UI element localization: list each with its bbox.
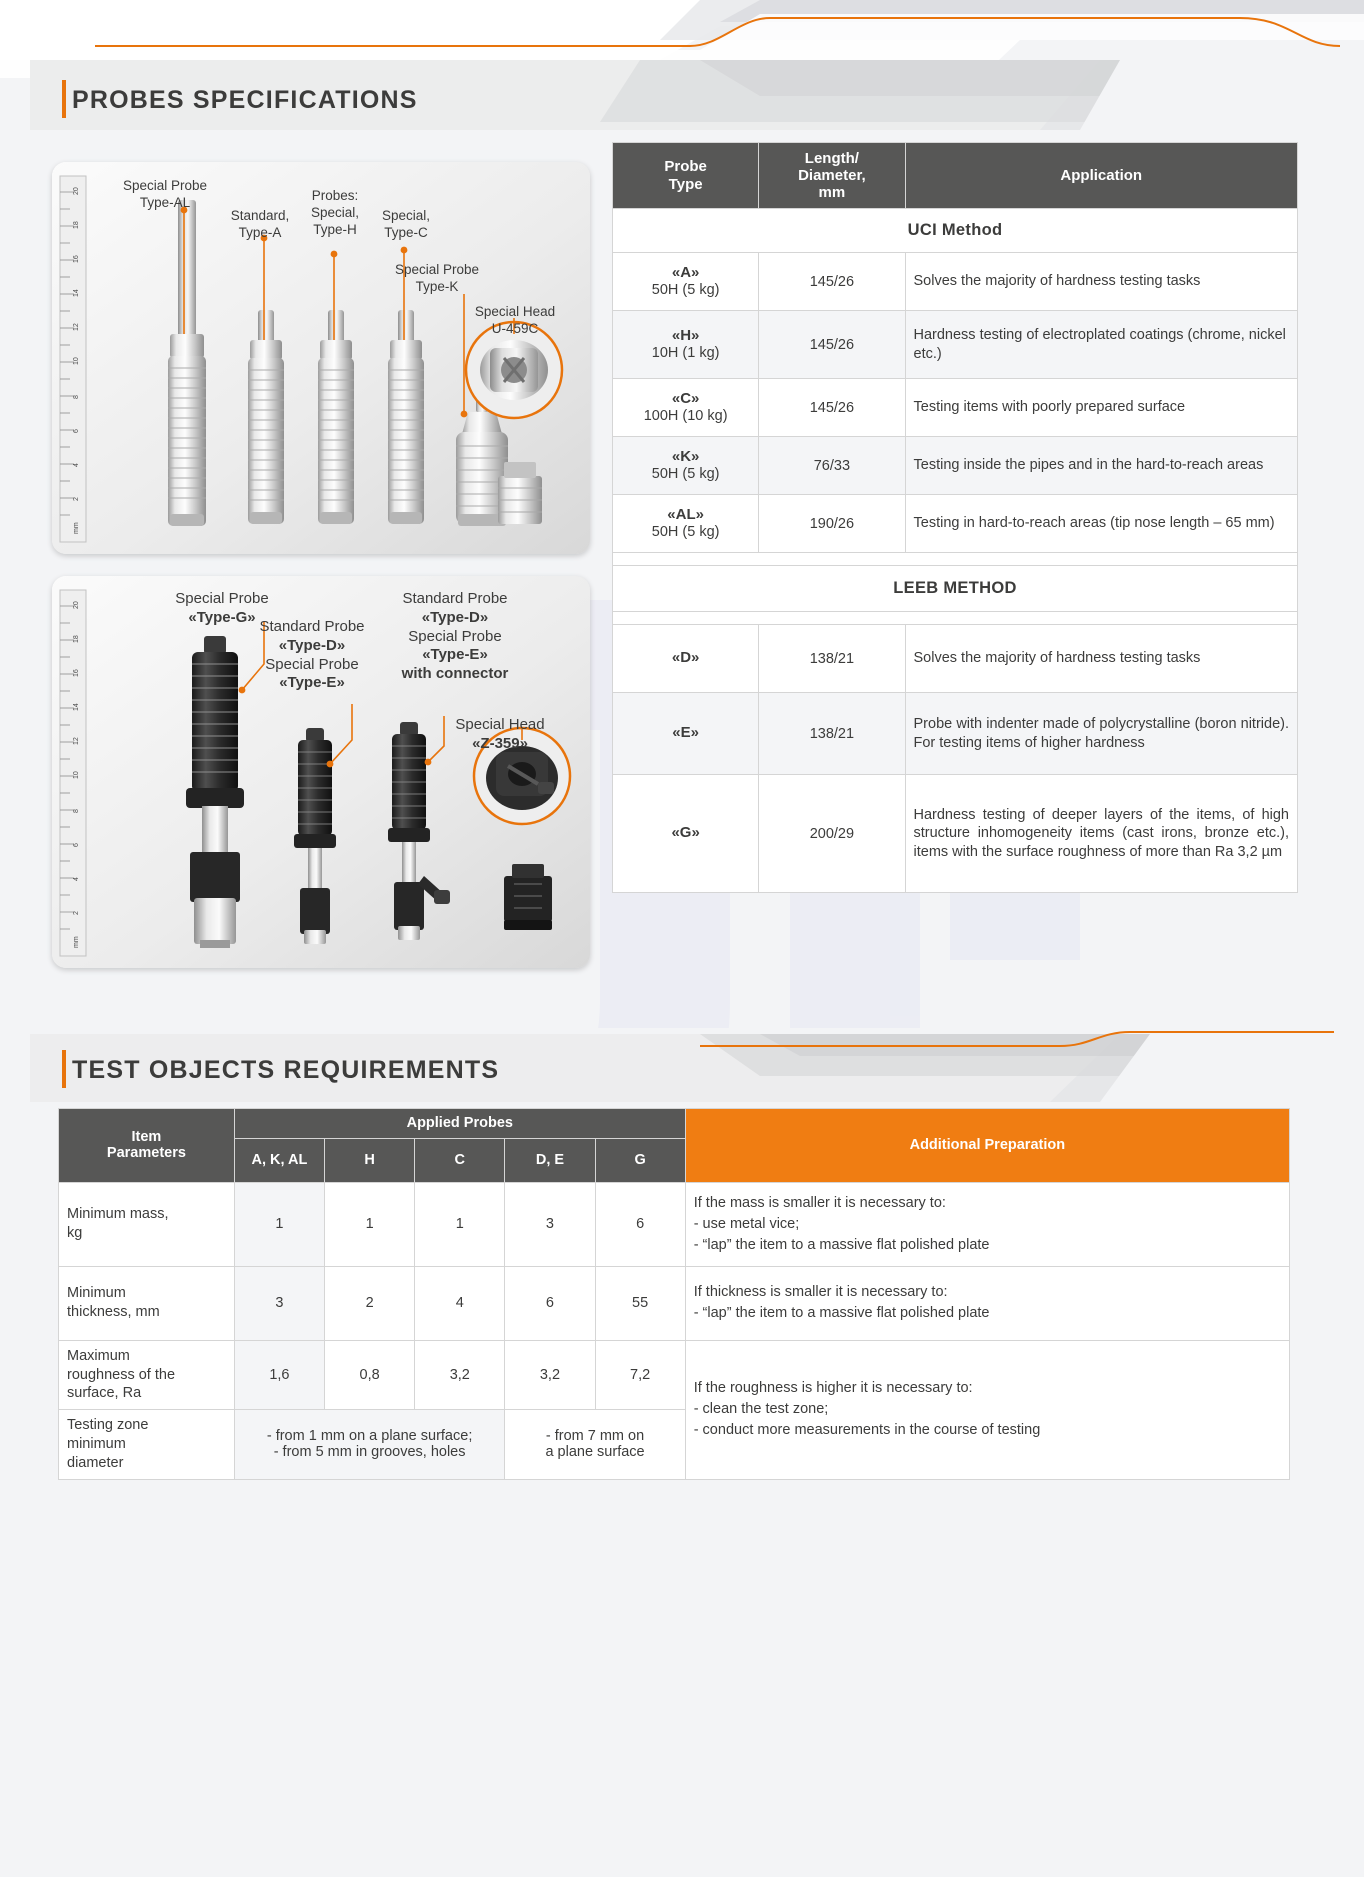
column-header-dimensions: Length/ Diameter, mm: [759, 143, 905, 209]
table-row: [613, 495, 1298, 553]
label-head-line2: U-459C: [491, 320, 539, 336]
svg-text:20: 20: [73, 187, 80, 195]
label-probe-c: [354, 208, 458, 242]
column-header-a-k-al: A, K, AL: [234, 1138, 324, 1182]
label-probe-e-connector: [360, 590, 550, 684]
label-probe-al: [100, 178, 230, 212]
table-spacer-row: [613, 553, 1298, 566]
table-row: [613, 625, 1298, 693]
cell-application: Solves the majority of hardness testing tasks: [905, 253, 1298, 311]
cell-value: 2: [325, 1266, 415, 1340]
section-title-requirements: TEST OBJECTS REQUIREMENTS: [72, 1056, 500, 1084]
label-head-line1: Special Head: [474, 304, 556, 319]
cell-dimensions: 145/26: [759, 379, 905, 437]
cell-merged-plane-surface: - from 7 mm on a plane surface: [505, 1410, 685, 1480]
svg-text:10: 10: [73, 357, 80, 365]
table-row: [613, 693, 1298, 775]
cell-application: Testing items with poorly prepared surface: [905, 379, 1298, 437]
label-probe-g-line1: Special Probe: [175, 590, 269, 607]
page-title: PROBES SPECIFICATIONS: [72, 86, 418, 114]
table-row: [59, 1340, 1290, 1410]
label-probe-a-line1: Standard,: [230, 208, 290, 223]
cell-merged-plane-groove: - from 1 mm on a plane surface; - from 5 mm in grooves, holes: [234, 1410, 505, 1480]
method-row-uci: UCI Method: [613, 209, 1298, 253]
svg-text:6: 6: [73, 843, 80, 847]
label-probe-al-line2: Type-AL: [139, 194, 191, 210]
label-probe-d-line3: Special Probe: [265, 655, 359, 673]
label-z359-line2: «Z-359»: [472, 734, 528, 752]
cell-preparation-thickness: If thickness is smaller it is necessary to: - “lap” the item to a massive flat polished plate: [685, 1266, 1289, 1340]
label-probe-c-line1: Special,: [381, 208, 431, 223]
column-header-item-parameters: Item Parameters: [59, 1109, 235, 1183]
svg-text:20: 20: [73, 601, 80, 609]
cell-probe-type: «E»: [613, 693, 759, 775]
cell-probe-type: «AL» 50H (5 kg): [613, 495, 759, 553]
table-header-row: [59, 1109, 1290, 1139]
svg-text:18: 18: [73, 635, 80, 643]
figure-panel-leeb-probes: [52, 576, 590, 968]
svg-text:4: 4: [73, 877, 80, 881]
svg-text:16: 16: [73, 255, 80, 263]
label-probe-k: [352, 262, 522, 296]
svg-text:12: 12: [73, 737, 80, 745]
svg-text:6: 6: [73, 429, 80, 433]
column-header-probe-type: Probe Type: [613, 143, 759, 209]
section-header-requirements: [0, 1028, 1364, 1108]
cell-value: 6: [505, 1266, 595, 1340]
cell-probe-type: «G»: [613, 775, 759, 893]
column-header-applied-probes: Applied Probes: [234, 1109, 685, 1139]
cell-value: 1: [234, 1182, 324, 1266]
label-probe-h-line2: Special,: [310, 204, 360, 220]
cell-probe-type: «C» 100H (10 kg): [613, 379, 759, 437]
cell-application: Testing inside the pipes and in the hard-to-reach areas: [905, 437, 1298, 495]
label-probe-c-line2: Type-C: [384, 224, 428, 240]
column-header-c: C: [415, 1138, 505, 1182]
cell-parameter-testing-zone: Testing zone minimum diameter: [59, 1410, 235, 1480]
cell-application: Hardness testing of deeper layers of the items, of high structure inhomogeneity items (cast irons, bronze etc.), items with the surface roughness of more than Ra 3,2 µm: [905, 775, 1298, 893]
cell-dimensions: 190/26: [759, 495, 905, 553]
cell-value: 4: [415, 1266, 505, 1340]
svg-text:16: 16: [73, 669, 80, 677]
svg-text:12: 12: [73, 323, 80, 331]
test-objects-requirements-table: [58, 1108, 1290, 1480]
cell-probe-type: «D»: [613, 625, 759, 693]
label-probe-d-line4: «Type-E»: [279, 674, 345, 692]
cell-value: 3,2: [415, 1340, 505, 1410]
table-row: [613, 437, 1298, 495]
cell-value: 1: [325, 1182, 415, 1266]
cell-value: 3: [234, 1266, 324, 1340]
cell-parameter-minimum-mass: Minimum mass, kg: [59, 1182, 235, 1266]
cell-application: Hardness testing of electroplated coatings (chrome, nickel etc.): [905, 311, 1298, 379]
figure-panel-uci-probes: [52, 162, 590, 554]
label-probe-g-line2: «Type-G»: [188, 608, 256, 626]
cell-value: 7,2: [595, 1340, 685, 1410]
svg-text:mm: mm: [73, 522, 80, 534]
cell-application: Probe with indenter made of polycrystalline (boron nitride). For testing items of higher hardness: [905, 693, 1298, 775]
label-probe-e-line3: Special Probe: [408, 627, 502, 645]
table-row: [613, 379, 1298, 437]
table-row: [613, 775, 1298, 893]
label-probe-h-line1: Probes:: [311, 188, 359, 203]
table-row: [59, 1266, 1290, 1340]
cell-preparation-roughness: If the roughness is higher it is necessary to: - clean the test zone; - conduct more measurements in the course of testing: [685, 1340, 1289, 1479]
label-probe-a-line2: Type-A: [238, 224, 282, 240]
svg-text:14: 14: [73, 289, 80, 297]
column-header-additional-preparation: Additional Preparation: [685, 1109, 1289, 1183]
label-probe-e-line5: with connector: [401, 665, 509, 682]
table-row: [613, 253, 1298, 311]
section-accent-bar-2: [62, 1050, 66, 1088]
section-accent-bar: [62, 80, 66, 118]
label-special-head-u459c: [442, 304, 588, 338]
label-probe-e-line2: «Type-D»: [421, 608, 489, 626]
cell-probe-type: «K» 50H (5 kg): [613, 437, 759, 495]
cell-parameter-minimum-thickness: Minimum thickness, mm: [59, 1266, 235, 1340]
cell-value: 6: [595, 1182, 685, 1266]
table-row: [59, 1182, 1290, 1266]
svg-text:8: 8: [73, 809, 80, 813]
cell-application: Testing in hard-to-reach areas (tip nose length – 65 mm): [905, 495, 1298, 553]
label-probe-e-line1: Standard Probe: [402, 590, 508, 607]
svg-text:10: 10: [73, 771, 80, 779]
column-header-h: H: [325, 1138, 415, 1182]
cell-value: 3,2: [505, 1340, 595, 1410]
cell-value: 0,8: [325, 1340, 415, 1410]
svg-text:2: 2: [73, 911, 80, 915]
section-header-probes: [0, 60, 1364, 140]
label-probe-d-line1: Standard Probe: [259, 618, 365, 635]
cell-dimensions: 76/33: [759, 437, 905, 495]
label-probe-al-line1: Special Probe: [122, 178, 208, 193]
column-header-application: Application: [905, 143, 1298, 209]
cell-value: 3: [505, 1182, 595, 1266]
label-probe-k-line1: Special Probe: [394, 262, 480, 277]
table-header-row: [613, 143, 1298, 209]
cell-parameter-max-roughness: Maximum roughness of the surface, Ra: [59, 1340, 235, 1410]
cell-dimensions: 145/26: [759, 253, 905, 311]
cell-preparation-mass: If the mass is smaller it is necessary to: - use metal vice; - “lap” the item to a massive flat polished plate: [685, 1182, 1289, 1266]
svg-text:8: 8: [73, 395, 80, 399]
label-probe-e-line4: «Type-E»: [422, 646, 488, 664]
cell-value: 1: [415, 1182, 505, 1266]
cell-dimensions: 200/29: [759, 775, 905, 893]
method-row-leeb: LEEB METHOD: [613, 566, 1298, 612]
table-row: [613, 311, 1298, 379]
label-z359-line1: Special Head: [455, 716, 545, 733]
label-probe-h-line3: Type-H: [313, 221, 357, 237]
cell-value: 1,6: [234, 1340, 324, 1410]
column-header-d-e: D, E: [505, 1138, 595, 1182]
table-spacer-row: [613, 612, 1298, 625]
cell-application: Solves the majority of hardness testing tasks: [905, 625, 1298, 693]
probe-specifications-table: [612, 142, 1298, 893]
cell-probe-type: «H» 10H (1 kg): [613, 311, 759, 379]
svg-text:2: 2: [73, 497, 80, 501]
svg-text:14: 14: [73, 703, 80, 711]
label-probe-k-line2: Type-K: [415, 278, 459, 294]
cell-probe-type: «A» 50H (5 kg): [613, 253, 759, 311]
label-special-head-z359: [420, 716, 580, 754]
cell-dimensions: 138/21: [759, 625, 905, 693]
svg-text:18: 18: [73, 221, 80, 229]
column-header-g: G: [595, 1138, 685, 1182]
cell-value: 55: [595, 1266, 685, 1340]
cell-dimensions: 145/26: [759, 311, 905, 379]
svg-text:mm: mm: [73, 936, 80, 948]
cell-dimensions: 138/21: [759, 693, 905, 775]
svg-text:4: 4: [73, 463, 80, 467]
label-probe-d-line2: «Type-D»: [278, 636, 346, 654]
